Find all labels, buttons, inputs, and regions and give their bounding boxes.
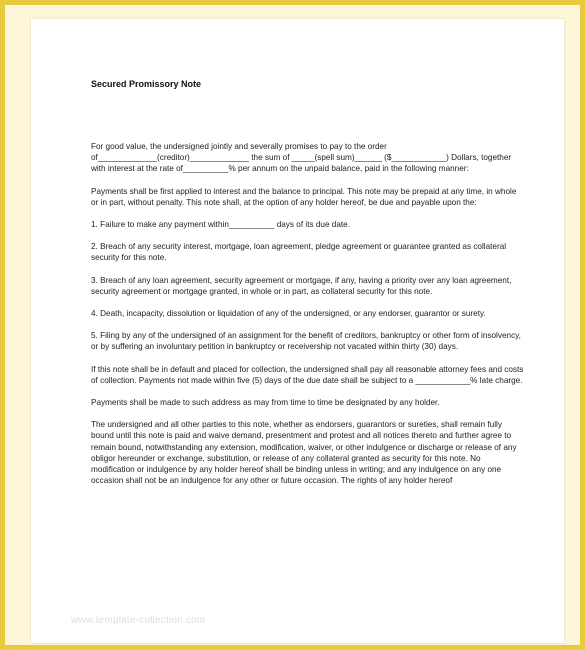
document-title: Secured Promissory Note [91, 79, 202, 89]
paragraph-intro: For good value, the undersigned jointly and severally promises to pay to the order of_____________(creditor)_____________ the sum of _____(spell sum)______ ($____________) Dollars, together with interest at the rate of__________% per annum on the unpaid balance, paid in the following manner: [91, 142, 512, 174]
clause-3: 3. Breach of any loan agreement, security agreement or mortgage, if any, having a priority over any loan agreement, security agreement or mortgage granted, in whole or in part, as collateral security for this note. [91, 275, 512, 296]
paragraph-address: Payments shall be made to such address as may from time to time be designated by any holder. [91, 398, 440, 408]
clause-5: 5. Filing by any of the undersigned of an assignment for the benefit of creditors, bankruptcy or other form of insolvency, or by suffering an involuntary petition in bankruptcy or receivership not vacated within thirty (30) days. [91, 331, 521, 352]
watermark-text: www.template-collection.com [71, 615, 206, 626]
clause-4: 4. Death, incapacity, dissolution or liquidation of any of the undersigned, or any endorser, guarantor or surety. [91, 309, 486, 319]
paragraph-default: If this note shall be in default and placed for collection, the undersigned shall pay all reasonable attorney fees and costs of collection. Payments not made within five (5) days of the due date shall be subject to a ____________% late charge. [91, 364, 524, 385]
clause-1: 1. Failure to make any payment within__________ days of its due date. [91, 220, 350, 230]
clause-2: 2. Breach of any security interest, mortgage, loan agreement, pledge agreement or guarantee granted as collateral security for this note. [91, 242, 507, 263]
paragraph-payments: Payments shall be first applied to interest and the balance to principal. This note may be prepaid at any time, in whole or in part, without penalty. This note shall, at the option of any holder hereof, be due and payable upon the: [91, 186, 517, 207]
document-body [91, 141, 524, 497]
document-page [31, 19, 564, 643]
paragraph-waiver: The undersigned and all other parties to this note, whether as endorsers, guarantors or sureties, shall remain fully bound until this note is paid and waive demand, presentment and protest and all notices thereto and further agree to remain bound, notwithstanding any extension, modification, waiver, or other indulgence or discharge or release of any obligor hereunder or exchange, substitution, or release of any collateral granted as security for this note. No modification or indulgence by any holder hereof shall be binding unless in writing; and any indulgence on any one occasion shall not be an indulgence for any other or future occasion. The rights of any holder hereof [91, 420, 517, 486]
